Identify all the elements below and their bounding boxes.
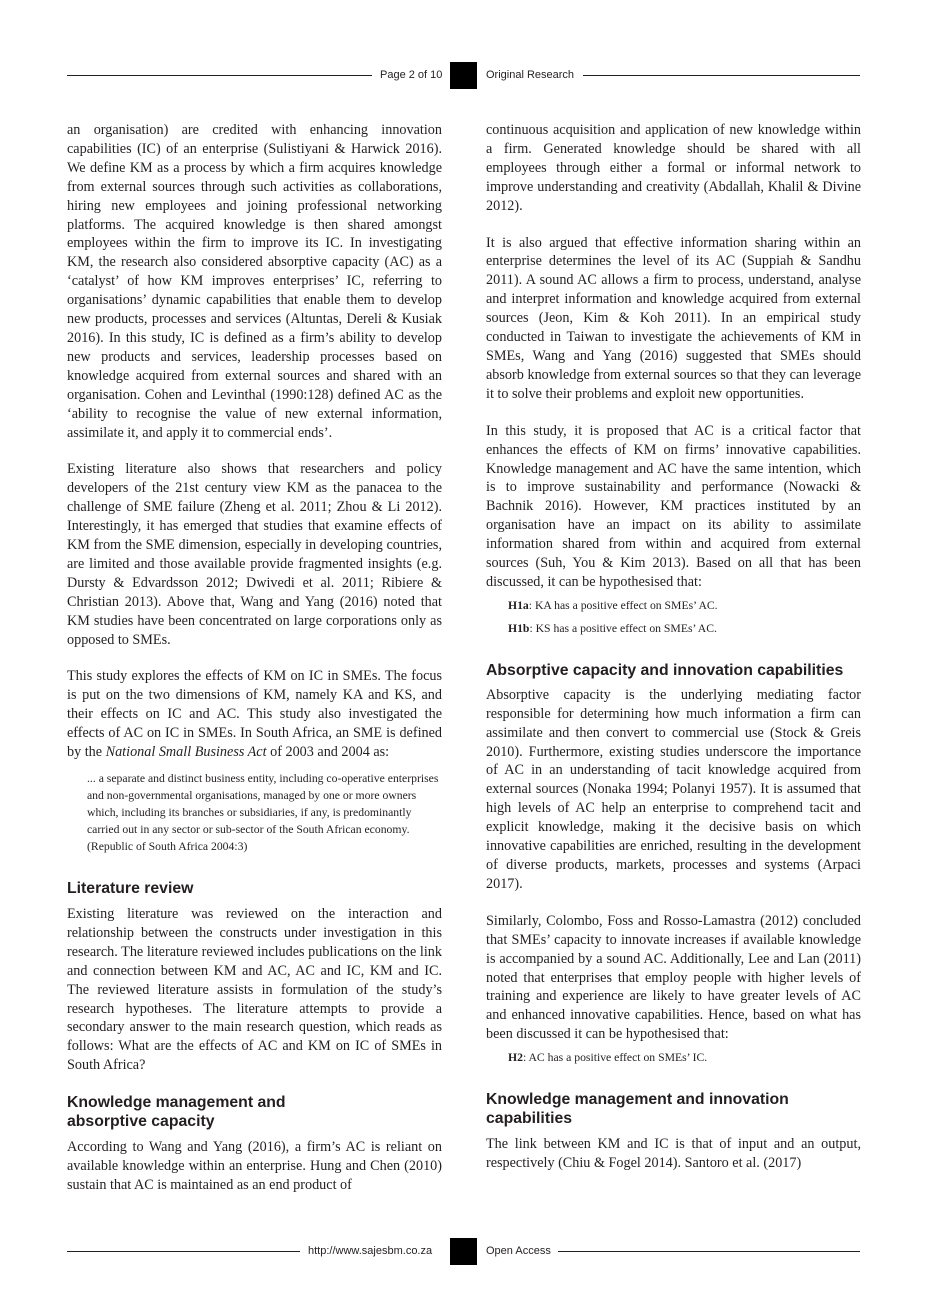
block-quote: ... a separate and distinct business entity, including co-operative enterprises and non-governmental organisations, managed by one or more owners which, including its branches or subsidiaries, if any, is predominantly carried out in any sector or sub-sector of the South African economy. (Republic of South Africa 2004:3) [87, 772, 439, 853]
section-label: Original Research [486, 69, 575, 81]
paragraph-text: of 2003 and 2004 as: [266, 744, 390, 761]
paragraph-text: This study explores the effects of KM on IC in SMEs. The focus is put on the two dimensions of KM, namely KA and KS, and their effects on IC and AC. This study also investigated the effects of AC on IC in SMEs. In South Africa, an SME is defined by the [67, 668, 442, 761]
section-heading-km-ic: Knowledge management and innovation capabilities [486, 1091, 789, 1128]
paragraph: an organisation) are credited with enhancing innovation capabilities (IC) of an enterprise (Sulistiyani & Harwick 2016). We define KM as a process by which a firm acquires knowledge from external sources through such activities as collaborations, hiring new employees and joining professional networking platforms. The acquired knowledge is then shared amongst employees within the firm to improve its IC. In investigating KM, the research also considered absorptive capacity (AC) as a ‘catalyst’ of how KM improves enterprises’ IC, referring to organisations’ dynamic capabilities that enable them to develop new products, processes and services (Altuntas, Dereli & Kusiak 2016). In this study, IC is defined as a firm’s ability to develop new products and services, leadership processes based on knowledge acquired from external sources and shared with an organisation. Cohen and Levinthal (1990:128) defined AC as the ‘ability to recognise the value of new external information, assimilate it, and apply it to commercial ends’. [67, 122, 442, 441]
section-heading-ac-ic: Absorptive capacity and innovation capabilities [486, 661, 844, 679]
open-access-label: Open Access [486, 1245, 551, 1257]
hypothesis-text: : KS has a positive effect on SMEs’ AC. [529, 621, 717, 635]
left-column [67, 121, 442, 1195]
hypothesis-text: : AC has a positive effect on SMEs’ IC. [522, 1051, 708, 1065]
paragraph: In this study, it is proposed that AC is a critical factor that enhances the effects of KM on firms’ innovative capabilities. Knowledge management and AC have the same intention, which is to improve sustainability and performance (Nowacki & Bachnik 2016). However, KM practices instituted by an organisation have an impact on its ability to assimilate information shared from within and acquired from external sources (Suh, You & Kim 2013). Based on all that has been discussed, it can be hypothesised that: [486, 422, 861, 590]
paragraph: Absorptive capacity is the underlying mediating factor responsible for determining how much information a firm can assimilate and then convert to commercial use (Stock & Greis 2010). Furthermore, existing studies underscore the importance of AC in an understanding of tacit knowledge acquired from external sources (Nonaka 1994; Polanyi 1957). It is assumed that high levels of AC help an enterprise to comprehend tacit and explicit knowledge, making it the decisive basis on which innovative capabilities are enriched, resulting in the development of diverse products, markets, processes and systems (Arpaci 2017). [486, 686, 861, 892]
hypothesis-label: H2 [508, 1051, 523, 1065]
hypothesis-h1a [508, 598, 861, 614]
section-heading-literature-review: Literature review [67, 880, 194, 897]
section-heading-km-ac: Knowledge management and absorptive capacity [67, 1094, 286, 1131]
page-header [0, 62, 925, 90]
hypothesis-label: H1a [508, 598, 529, 612]
hypothesis-label: H1b [508, 621, 530, 635]
paragraph: Existing literature was reviewed on the interaction and relationship between the constructs under investigation in this research. The literature reviewed includes publications on the link and connection between KM and AC, AC and IC, KM and IC. The reviewed literature assists in formulation of the study’s research hypotheses. The literature attempts to provide a secondary answer to the main research question, which reads as follows: What are the effects of AC and KM on IC of SMEs in South Africa? [67, 906, 442, 1074]
page-footer [0, 1238, 925, 1266]
hypothesis-h2 [508, 1050, 861, 1066]
paragraph: continuous acquisition and application of new knowledge within a firm. Generated knowledge should be shared with all employees through either a formal or informal network to improve understanding and creativity (Abdallah, Khalil & Divine 2012). [486, 122, 861, 214]
page-number: Page 2 of 10 [380, 69, 443, 81]
paragraph: Existing literature also shows that researchers and policy developers of the 21st century view KM as the panacea to the challenge of SME failure (Zheng et al. 2011; Zhou & Li 2012). Interestingly, it has emerged that studies that examine effects of KM from the SME dimension, especially in developing countries, are limited and those available provide fragmented insights (e.g. Dursty & Edvardsson 2012; Dwivedi et al. 2011; Ribiere & Christian 2013). Above that, Wang and Yang (2016) noted that KM studies have been concentrated on large corporations only as opposed to SMEs. [67, 461, 442, 648]
paragraph: It is also argued that effective information sharing within an enterprise determines the level of its AC (Suppiah & Sandhu 2011). A sound AC allows a firm to process, understand, analyse and interpret information and knowledge acquired from external sources (Jeon, Kim & Koh 2011). In an empirical study conducted in Taiwan to investigate the achievements of KM in SMEs, Wang and Yang (2016) suggested that SMEs should absorb knowledge from external sources so that they can leverage it to solve their problems and exploit new opportunities. [486, 234, 861, 402]
header-black-block [450, 62, 477, 89]
footer-rule-right [558, 1251, 860, 1252]
journal-url[interactable]: http://www.sajesbm.co.za [308, 1245, 433, 1257]
right-column [486, 121, 861, 1173]
paragraph: Similarly, Colombo, Foss and Rosso-Lamastra (2012) concluded that SMEs’ capacity to innovate increases if available knowledge is accompanied by a sound AC. Additionally, Lee and Lan (2011) noted that enterprises that employ people with higher levels of training and experience are likely to have greater levels of AC and enhanced innovative capabilities. Hence, based on what has been discussed it can be hypothesised that: [486, 912, 861, 1043]
paragraph: According to Wang and Yang (2016), a firm’s AC is reliant on available knowledge within an enterprise. Hung and Chen (2010) sustain that AC is maintained as an end product of [67, 1139, 442, 1193]
paragraph: The link between KM and IC is that of input and an output, respectively (Chiu & Fogel 2014). Santoro et al. (2017) [486, 1136, 861, 1172]
footer-rule-left [67, 1251, 300, 1252]
footer-black-block [450, 1238, 477, 1265]
paragraph [67, 667, 442, 762]
act-title: National Small Business Act [105, 744, 267, 761]
hypothesis-h1b [508, 621, 861, 637]
hypothesis-text: : KA has a positive effect on SMEs’ AC. [528, 598, 718, 612]
header-rule-right [583, 75, 860, 76]
header-rule-left [67, 75, 372, 76]
